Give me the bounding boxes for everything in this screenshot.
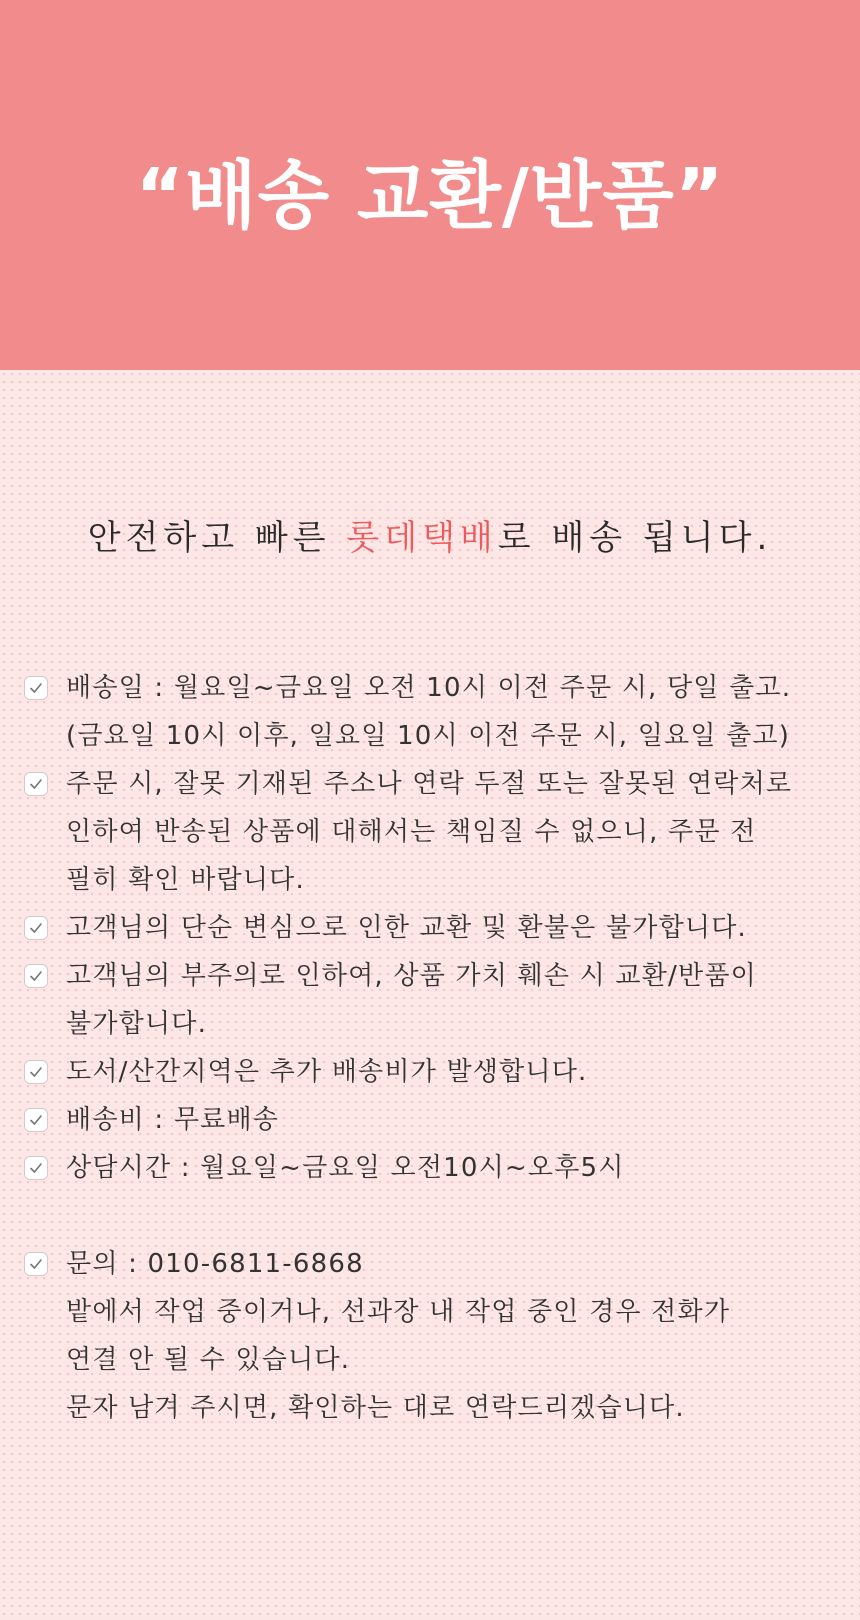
courier-name: 롯데택배 [346,518,498,558]
check-icon [24,964,48,988]
contact-note: 문자 남겨 주시면, 확인하는 대로 연락드리겠습니다. [66,1393,685,1423]
list-item [24,664,844,760]
list-item-text: 주문 시, 잘못 기재된 주소나 연락 두절 또는 잘못된 연락처로 [66,769,793,799]
contact-note: 밭에서 작업 중이거나, 선과장 내 작업 중인 경우 전화가 [66,1297,731,1327]
policy-list [24,664,844,1432]
tagline-text-end: 로 배송 됩니다. [497,518,773,558]
header-banner [0,0,860,370]
check-icon [24,1156,48,1180]
shipping-tagline [0,510,860,559]
check-icon [24,1060,48,1084]
check-icon [24,1252,48,1276]
list-item [24,1144,844,1192]
list-item-text: 배송비 : 무료배송 [66,1105,280,1135]
list-item [24,904,844,952]
check-icon [24,676,48,700]
list-item [24,760,844,904]
check-icon [24,916,48,940]
list-item-text: 배송일 : 월요일~금요일 오전 10시 이전 주문 시, 당일 출고. [66,673,792,703]
list-item-text: 인하여 반송된 상품에 대해서는 책임질 수 없으니, 주문 전 [66,817,757,847]
list-item-text: 상담시간 : 월요일~금요일 오전10시~오후5시 [66,1153,625,1183]
tagline-text: 안전하고 빠른 [87,518,347,558]
list-item [24,1048,844,1096]
list-item [24,952,844,1048]
spacer [24,1192,844,1240]
contact-item [24,1240,844,1432]
check-icon [24,1108,48,1132]
list-item-text: 도서/산간지역은 추가 배송비가 발생합니다. [66,1057,588,1087]
list-item-text: (금요일 10시 이후, 일요일 10시 이전 주문 시, 일요일 출고) [66,721,791,751]
check-icon [24,772,48,796]
contact-phone: 문의 : 010-6811-6868 [66,1249,364,1279]
list-item-text: 고객님의 단순 변심으로 인한 교환 및 환불은 불가합니다. [66,913,747,943]
list-item-text: 고객님의 부주의로 인하여, 상품 가치 훼손 시 교환/반품이 [66,961,757,991]
contact-note: 연결 안 될 수 있습니다. [66,1345,351,1375]
list-item [24,1096,844,1144]
page-title: “배송 교환/반품” [135,153,725,239]
list-item-text: 불가합니다. [66,1009,208,1039]
list-item-text: 필히 확인 바랍니다. [66,865,305,895]
